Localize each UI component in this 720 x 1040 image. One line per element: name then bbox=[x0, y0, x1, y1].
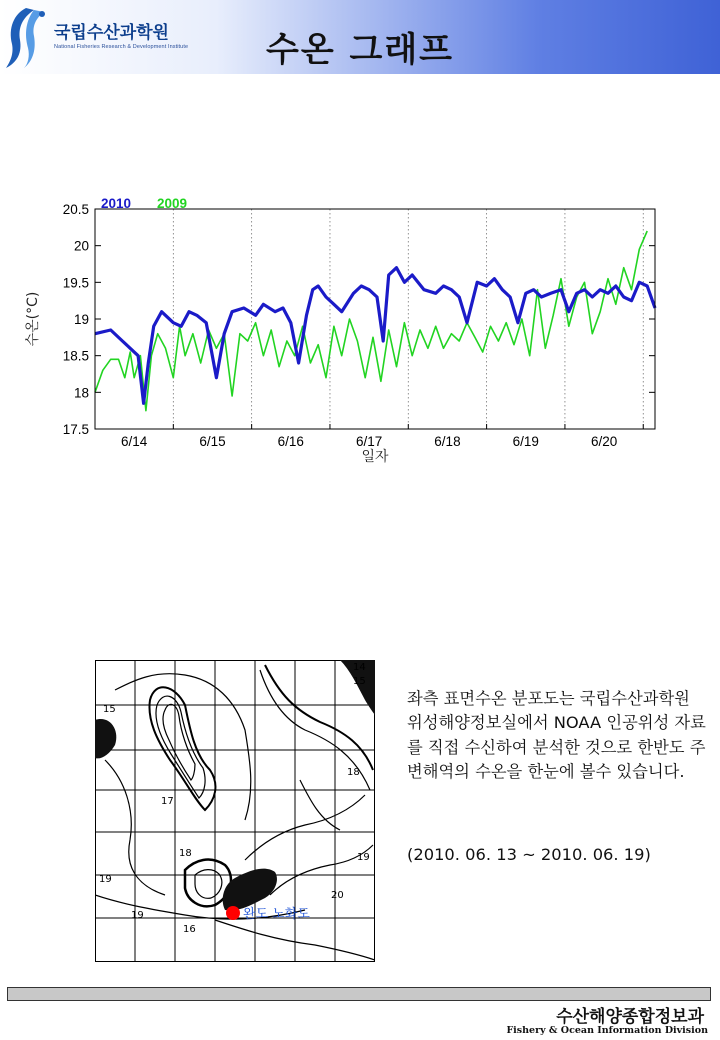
contour-label: 15 bbox=[103, 704, 116, 715]
contour-label: 19 bbox=[99, 874, 112, 885]
institute-subtitle: National Fisheries Research & Development Institute bbox=[54, 44, 189, 50]
chart-grid bbox=[173, 209, 643, 429]
y-tick-label: 17.5 bbox=[62, 422, 89, 437]
division-name-english: Fishery & Ocean Information Division bbox=[506, 1025, 708, 1036]
y-tick-label: 19 bbox=[73, 312, 89, 327]
contour-label: 18 bbox=[347, 767, 360, 778]
contour-label: 14 bbox=[353, 662, 366, 673]
y-tick-label: 19.5 bbox=[62, 275, 89, 291]
x-axis-label: 일자 bbox=[361, 449, 389, 465]
contour-label: 18 bbox=[179, 848, 192, 859]
header-banner bbox=[0, 0, 720, 74]
contour-label: 15 bbox=[353, 676, 366, 687]
contour-label: 19 bbox=[131, 910, 144, 921]
location-marker-label[interactable]: 완도 노화도 bbox=[243, 907, 310, 922]
x-tick-label: 6/20 bbox=[590, 434, 618, 449]
chart-series bbox=[95, 231, 655, 411]
contour-label: 16 bbox=[183, 924, 196, 935]
x-tick-label: 6/15 bbox=[199, 434, 226, 449]
x-tick-label: 6/19 bbox=[512, 434, 539, 449]
page-title: 수온 그래프 bbox=[265, 30, 455, 70]
institute-name: 국립수산과학원 bbox=[54, 23, 169, 43]
x-tick-label: 6/14 bbox=[121, 434, 148, 449]
water-temperature-chart bbox=[20, 185, 660, 465]
x-tick-label: 6/16 bbox=[277, 434, 304, 449]
y-tick-label: 20.5 bbox=[62, 202, 89, 217]
y-tick-label: 18 bbox=[73, 385, 89, 401]
sea-surface-temperature-map bbox=[95, 660, 375, 962]
footer-bar bbox=[7, 987, 711, 1001]
y-axis-label: 수온(°C) bbox=[25, 291, 41, 347]
chart-ticks bbox=[63, 202, 655, 449]
y-tick-label: 18.5 bbox=[62, 348, 89, 364]
legend-entry-2010: 2010 bbox=[101, 196, 132, 211]
x-tick-label: 6/17 bbox=[355, 434, 383, 449]
location-marker-icon[interactable] bbox=[226, 906, 240, 920]
contour-label: 19 bbox=[357, 852, 370, 863]
legend-entry-2009: 2009 bbox=[157, 196, 188, 211]
y-tick-label: 20 bbox=[73, 238, 89, 254]
map-description: 좌측 표면수온 분포도는 국립수산과학원 위성해양정보실에서 NOAA 인공위성 자료를 직접 수신하여 분석한 것으로 한반도 주변해역의 수온을 한눈에 볼수 있습니다. bbox=[407, 689, 706, 782]
contour-label: 17 bbox=[161, 796, 174, 807]
series-line-2009 bbox=[95, 231, 647, 411]
x-tick-label: 6/18 bbox=[434, 434, 461, 449]
observation-period: (2010. 06. 13 ~ 2010. 06. 19) bbox=[407, 845, 651, 864]
contour-label: 20 bbox=[331, 890, 344, 901]
division-name-korean: 수산해양종합정보과 bbox=[556, 1007, 704, 1027]
